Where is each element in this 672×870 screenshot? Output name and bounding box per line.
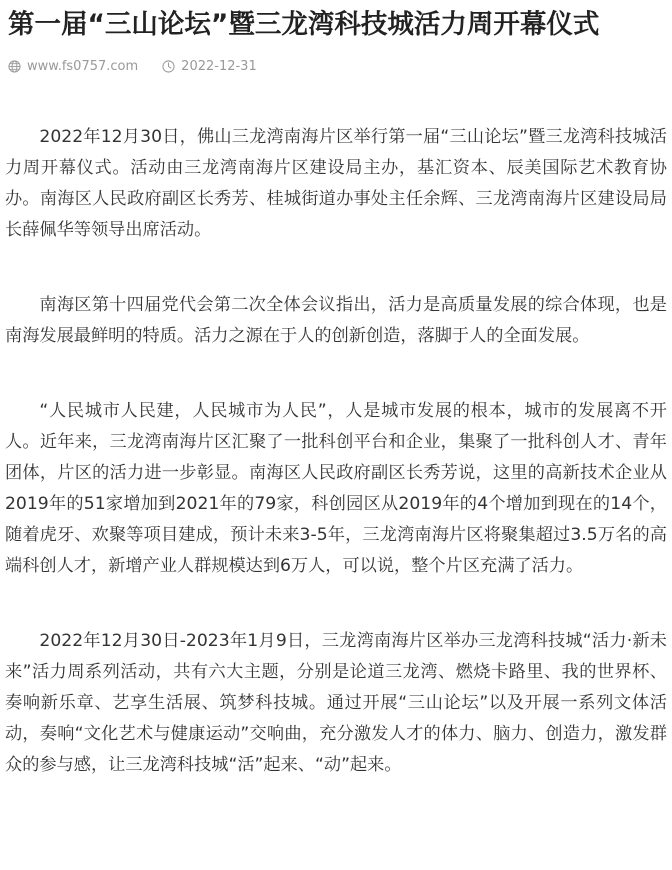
source-text[interactable]: www.fs0757.com (27, 58, 139, 74)
paragraph: 2022年12月30日，佛山三龙湾南海片区举行第一届“三山论坛”暨三龙湾科技城活力周开幕仪式。活动由三龙湾南海片区建设局主办，基汇资本、辰美国际艺术教育协办。南海区人民政府副区长秀芳、桂城街道办事处主任余辉、三龙湾南海片区建设局局长薛佩华等领导出席活动。 (5, 127, 667, 240)
article-title: 第一届“三山论坛”暨三龙湾科技城活力周开幕仪式 (8, 9, 600, 40)
article-body (5, 122, 667, 825)
clock-icon (162, 60, 175, 73)
globe-icon (8, 60, 21, 73)
paragraph: 2022年12月30日-2023年1月9日，三龙湾南海片区举办三龙湾科技城“活力·新未来”活力周系列活动，共有六大主题，分别是论道三龙湾、燃烧卡路里、我的世界杯、奏响新乐章、艺享生活展、筑梦科技城。通过开展“三山论坛”以及开展一系列文体活动，奏响“文化艺术与健康运动”交响曲，充分激发人才的体力、脑力、创造力，激发群众的参与感，让三龙湾科技城“活”起来、“动”起来。 (5, 631, 667, 775)
date-text: 2022-12-31 (181, 58, 257, 74)
date-meta (162, 59, 257, 74)
article-meta (8, 55, 257, 77)
source-meta[interactable] (8, 59, 138, 74)
paragraph: 南海区第十四届党代会第二次全体会议指出，活力是高质量发展的综合体现，也是南海发展最鲜明的特质。活力之源在于人的创新创造，落脚于人的全面发展。 (5, 295, 667, 346)
paragraph: “人民城市人民建，人民城市为人民”，人是城市发展的根本，城市的发展离不开人。近年来，三龙湾南海片区汇聚了一批科创平台和企业，集聚了一批科创人才、青年团体，片区的活力进一步彰显。南海区人民政府副区长秀芳说，这里的高新技术企业从2019年的51家增加到2021年的79家，科创园区从2019年的4个增加到现在的14个，随着虎牙、欢聚等项目建成，预计未来3-5年，三龙湾南海片区将聚集超过3.5万名的高端科创人才，新增产业人群规模达到6万人，可以说，整个片区充满了活力。 (5, 401, 667, 576)
